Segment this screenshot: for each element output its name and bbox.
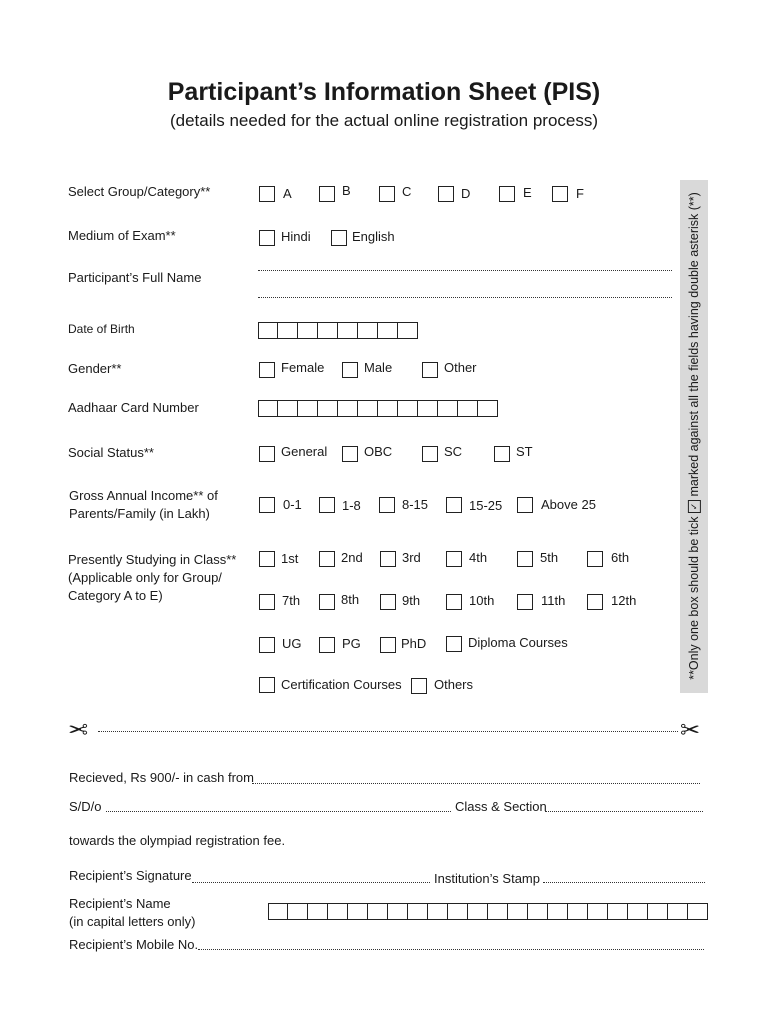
aadhaar-box[interactable] <box>438 400 458 417</box>
recipient-name-box[interactable] <box>688 903 708 920</box>
recipient-mobile-line[interactable] <box>198 949 704 950</box>
group-e-checkbox[interactable] <box>499 186 515 202</box>
income-0-1-label: 0-1 <box>283 497 302 512</box>
class-phd-checkbox[interactable] <box>380 637 396 653</box>
group-label: Select Group/Category** <box>68 184 211 199</box>
medium-hindi-checkbox[interactable] <box>259 230 275 246</box>
recipient-name-box[interactable] <box>388 903 408 920</box>
recipient-name-box[interactable] <box>588 903 608 920</box>
dob-box[interactable] <box>258 322 278 339</box>
social-st-checkbox[interactable] <box>494 446 510 462</box>
group-d-checkbox[interactable] <box>438 186 454 202</box>
gender-female-checkbox[interactable] <box>259 362 275 378</box>
aadhaar-box[interactable] <box>258 400 278 417</box>
aadhaar-box[interactable] <box>458 400 478 417</box>
medium-hindi-label: Hindi <box>281 229 311 244</box>
recipient-name-box[interactable] <box>648 903 668 920</box>
class-certification-checkbox[interactable] <box>259 677 275 693</box>
class-4th-label: 4th <box>469 550 488 565</box>
class-9th-checkbox[interactable] <box>380 594 396 610</box>
recipient-name-label-line-1: Recipient’s Name <box>69 896 171 911</box>
class-label-line-1: Presently Studying in Class** <box>68 552 237 567</box>
page-title: Participant’s Information Sheet (PIS) <box>167 78 601 106</box>
cut-line <box>98 731 678 732</box>
recipient-name-box[interactable] <box>308 903 328 920</box>
instruction-note <box>687 186 701 686</box>
recipient-name-box[interactable] <box>448 903 468 920</box>
aadhaar-box[interactable] <box>478 400 498 417</box>
class-section-label: Class & Section <box>455 799 547 814</box>
full-name-label: Participant’s Full Name <box>68 270 202 285</box>
dob-box[interactable] <box>318 322 338 339</box>
dob-box[interactable] <box>398 322 418 339</box>
aadhaar-box[interactable] <box>418 400 438 417</box>
group-b-label: B <box>342 183 351 198</box>
income-15-25-label: 15-25 <box>469 498 503 513</box>
dob-boxes[interactable] <box>258 322 418 339</box>
income-0-1-checkbox[interactable] <box>259 497 275 513</box>
class-diploma-checkbox[interactable] <box>446 636 462 652</box>
income-above-25-checkbox[interactable] <box>517 497 533 513</box>
class-pg-checkbox[interactable] <box>319 637 335 653</box>
social-st-label: ST <box>516 444 533 459</box>
recipient-name-box[interactable] <box>288 903 308 920</box>
class-2nd-label: 2nd <box>341 550 363 565</box>
class-label-line-3: Category A to E) <box>68 588 163 603</box>
aadhaar-box[interactable] <box>378 400 398 417</box>
medium-english-checkbox[interactable] <box>331 230 347 246</box>
recipient-name-box[interactable] <box>408 903 428 920</box>
recipient-name-box[interactable] <box>668 903 688 920</box>
gender-label: Gender** <box>68 361 122 376</box>
received-from-line[interactable] <box>252 783 700 784</box>
gender-other-label: Other <box>444 360 477 375</box>
class-certification-label: Certification Courses <box>281 677 402 692</box>
recipient-name-box[interactable] <box>368 903 388 920</box>
class-others-label: Others <box>434 677 474 692</box>
income-1-8-checkbox[interactable] <box>319 497 335 513</box>
medium-label: Medium of Exam** <box>68 228 176 243</box>
class-others-checkbox[interactable] <box>411 678 427 694</box>
class-5th-checkbox[interactable] <box>517 551 533 567</box>
institution-stamp-line[interactable] <box>543 882 705 883</box>
income-8-15-checkbox[interactable] <box>379 497 395 513</box>
gender-male-label: Male <box>364 360 393 375</box>
group-c-label: C <box>402 184 412 199</box>
recipient-name-label-line-2: (in capital letters only) <box>69 914 196 929</box>
class-6th-checkbox[interactable] <box>587 551 603 567</box>
instruction-sidebar <box>680 180 708 693</box>
aadhaar-box[interactable] <box>338 400 358 417</box>
social-obc-checkbox[interactable] <box>342 446 358 462</box>
full-name-line-1[interactable] <box>258 270 672 271</box>
group-d-label: D <box>461 186 471 201</box>
income-8-15-label: 8-15 <box>402 497 429 512</box>
class-11th-label: 11th <box>541 593 566 608</box>
class-10th-checkbox[interactable] <box>446 594 462 610</box>
class-3rd-label: 3rd <box>402 550 421 565</box>
class-11th-checkbox[interactable] <box>517 594 533 610</box>
social-sc-label: SC <box>444 444 463 459</box>
recipient-mobile-label: Recipient’s Mobile No. <box>69 937 199 952</box>
gender-other-checkbox[interactable] <box>422 362 438 378</box>
class-label-line-2: (Applicable only for Group/ <box>68 570 222 585</box>
social-status-label: Social Status** <box>68 445 154 460</box>
recipient-name-box[interactable] <box>348 903 368 920</box>
class-6th-label: 6th <box>611 550 630 565</box>
towards-fee-text: towards the olympiad registration fee. <box>69 833 286 848</box>
recipient-name-box[interactable] <box>488 903 508 920</box>
sdo-line[interactable] <box>106 811 451 812</box>
recipient-name-box[interactable] <box>568 903 588 920</box>
class-5th-label: 5th <box>540 550 559 565</box>
income-above-25-label: Above 25 <box>541 497 596 512</box>
dob-box[interactable] <box>298 322 318 339</box>
class-3rd-checkbox[interactable] <box>380 551 396 567</box>
aadhaar-box[interactable] <box>318 400 338 417</box>
class-pg-label: PG <box>342 636 361 651</box>
income-label-line-1: Gross Annual Income** of <box>69 488 218 503</box>
recipient-name-box[interactable] <box>328 903 348 920</box>
aadhaar-boxes[interactable] <box>258 400 498 417</box>
dob-label: Date of Birth <box>68 322 135 336</box>
class-4th-checkbox[interactable] <box>446 551 462 567</box>
dob-box[interactable] <box>358 322 378 339</box>
scissors-right-icon: ✂ <box>680 717 701 744</box>
page-subtitle: (details needed for the actual online registration process) <box>169 111 599 130</box>
class-8th-label: 8th <box>341 592 360 607</box>
class-diploma-label: Diploma Courses <box>468 635 568 650</box>
dob-box[interactable] <box>278 322 298 339</box>
recipient-name-box[interactable] <box>468 903 488 920</box>
group-a-checkbox[interactable] <box>259 186 275 202</box>
class-1st-checkbox[interactable] <box>259 551 275 567</box>
gender-female-label: Female <box>281 360 325 375</box>
instruction-text-part-2: marked against all the fields having double asterisk (**) <box>686 192 701 497</box>
class-ug-label: UG <box>282 636 302 651</box>
gender-male-checkbox[interactable] <box>342 362 358 378</box>
class-1st-label: 1st <box>281 551 299 566</box>
instruction-text-part-1: **Only one box should be tick <box>686 516 701 680</box>
aadhaar-label: Aadhaar Card Number <box>68 400 199 415</box>
recipient-signature-label: Recipient’s Signature <box>69 868 192 883</box>
group-a-label: A <box>283 186 292 201</box>
income-1-8-label: 1-8 <box>342 498 361 513</box>
aadhaar-box[interactable] <box>278 400 298 417</box>
social-obc-label: OBC <box>364 444 393 459</box>
social-sc-checkbox[interactable] <box>422 446 438 462</box>
income-label-line-2: Parents/Family (in Lakh) <box>69 506 210 521</box>
recipient-name-box[interactable] <box>608 903 628 920</box>
class-9th-label: 9th <box>402 593 421 608</box>
class-ug-checkbox[interactable] <box>259 637 275 653</box>
scissors-left-icon: ✂ <box>68 717 89 744</box>
class-10th-label: 10th <box>469 593 495 608</box>
class-2nd-checkbox[interactable] <box>319 551 335 567</box>
class-12th-checkbox[interactable] <box>587 594 603 610</box>
group-c-checkbox[interactable] <box>379 186 395 202</box>
class-12th-label: 12th <box>611 593 637 608</box>
institution-stamp-label: Institution’s Stamp <box>434 871 540 886</box>
sdo-label: S/D/o <box>69 799 102 814</box>
recipient-name-box[interactable] <box>528 903 548 920</box>
aadhaar-box[interactable] <box>398 400 418 417</box>
group-b-checkbox[interactable] <box>319 186 335 202</box>
class-phd-label: PhD <box>401 636 427 651</box>
group-e-label: E <box>523 185 532 200</box>
medium-english-label: English <box>352 229 395 244</box>
tick-box-icon: ✓ <box>688 500 701 513</box>
dob-box[interactable] <box>378 322 398 339</box>
class-8th-checkbox[interactable] <box>319 594 335 610</box>
recipient-name-box[interactable] <box>548 903 568 920</box>
dob-box[interactable] <box>338 322 358 339</box>
aadhaar-box[interactable] <box>298 400 318 417</box>
group-f-label: F <box>576 186 584 201</box>
received-label: Recieved, Rs 900/- in cash from <box>69 770 254 785</box>
recipient-name-box[interactable] <box>268 903 288 920</box>
recipient-name-box[interactable] <box>628 903 648 920</box>
full-name-line-2[interactable] <box>258 297 672 298</box>
class-7th-checkbox[interactable] <box>259 594 275 610</box>
recipient-name-boxes[interactable] <box>268 903 708 920</box>
recipient-name-box[interactable] <box>508 903 528 920</box>
class-7th-label: 7th <box>282 593 301 608</box>
social-general-checkbox[interactable] <box>259 446 275 462</box>
income-15-25-checkbox[interactable] <box>446 497 462 513</box>
group-f-checkbox[interactable] <box>552 186 568 202</box>
social-general-label: General <box>281 444 328 459</box>
recipient-name-box[interactable] <box>428 903 448 920</box>
recipient-signature-line[interactable] <box>192 882 430 883</box>
class-section-line[interactable] <box>545 811 703 812</box>
aadhaar-box[interactable] <box>358 400 378 417</box>
